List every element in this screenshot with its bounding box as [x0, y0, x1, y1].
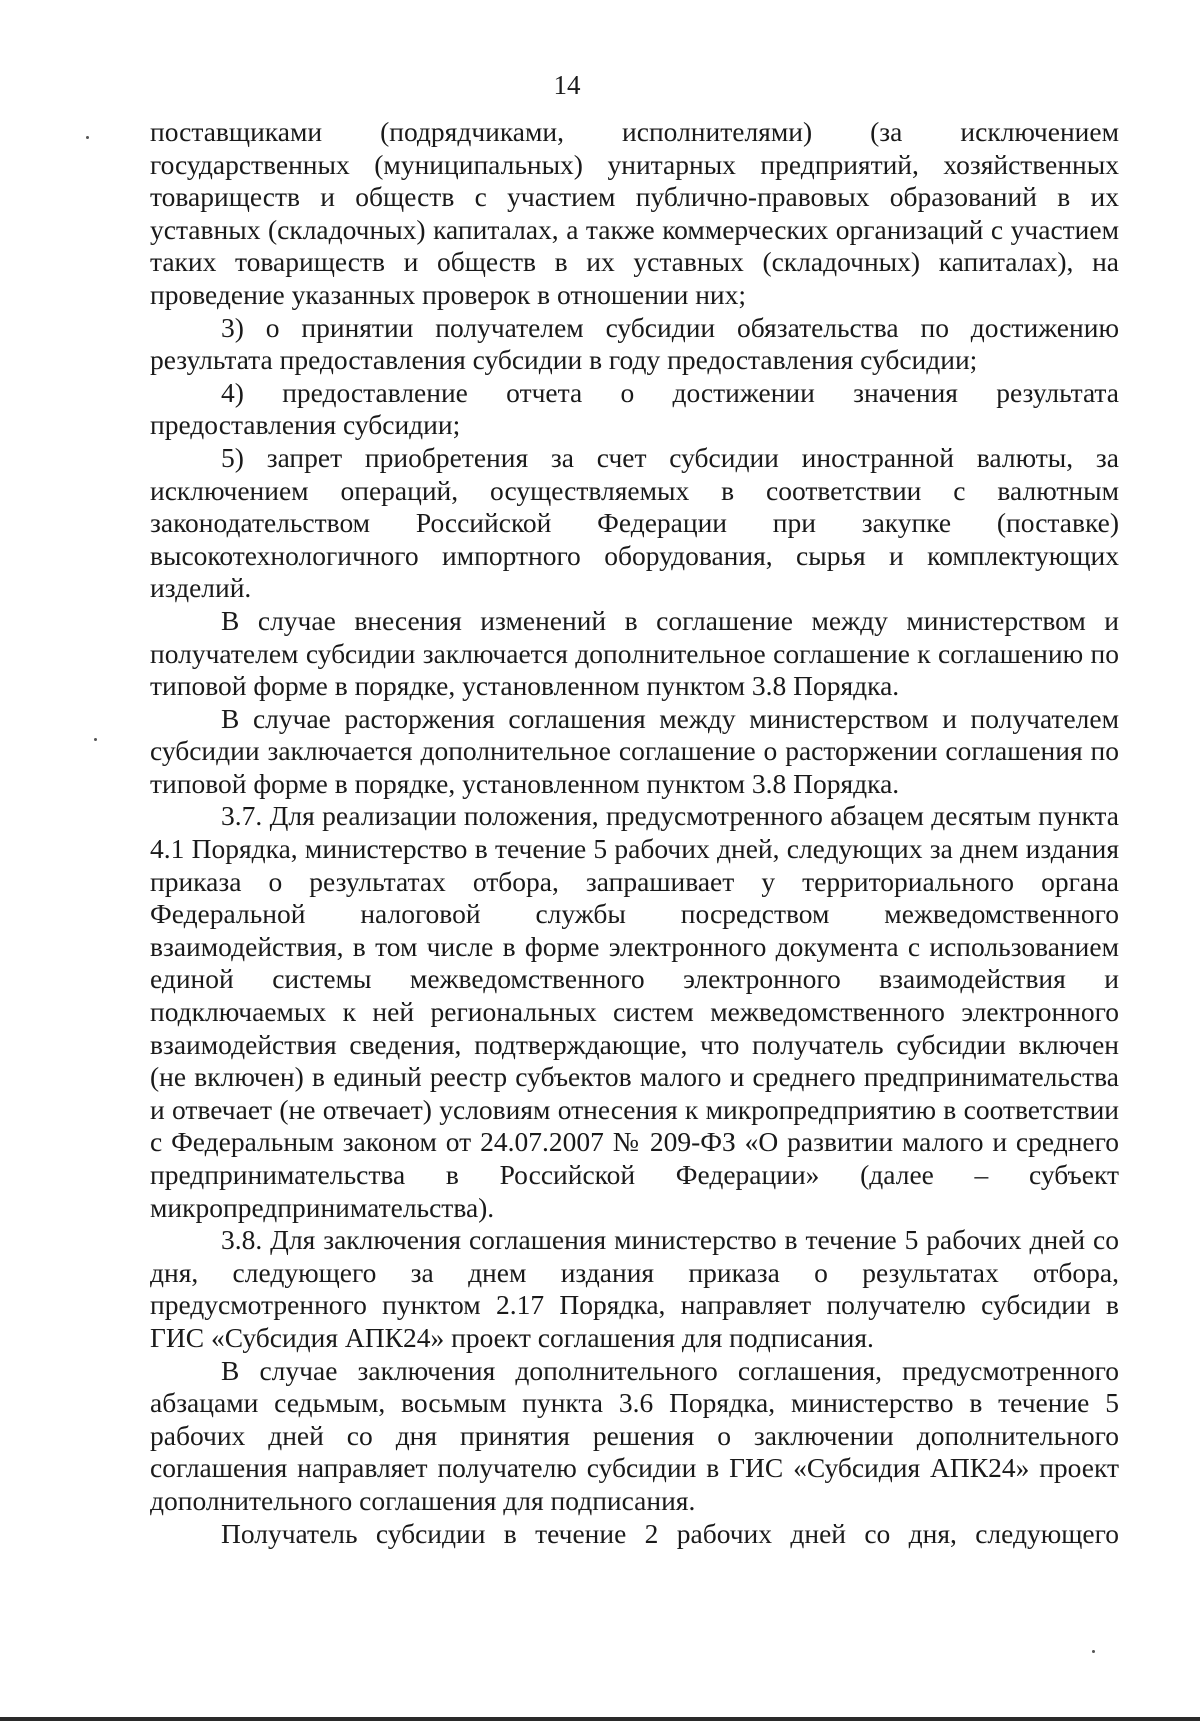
paragraph-item-3: 3) о принятии получателем субсидии обязательства по достижению результата предоставления субсидии в году предоставления субсидии;	[150, 311, 1119, 376]
paragraph-section-3-8: 3.8. Для заключения соглашения министерство в течение 5 рабочих дней со дня, следующего за днем издания приказа о результатах отбора, предусмотренного пунктом 2.17 Порядка, направляет получателю субсидии в ГИС «Субсидия АПК24» проект соглашения для подписания.	[150, 1224, 1119, 1353]
paragraph-additional-agreement: В случае заключения дополнительного соглашения, предусмотренного абзацами седьмым, восьмым пункта 3.6 Порядка, министерство в течение 5 рабочих дней со дня принятия решения о заключении дополнительного соглашения направляет получателю субсидии в ГИС «Субсидия АПК24» проект дополнительного соглашения для подписания.	[150, 1354, 1119, 1516]
paragraph-item-4: 4) предоставление отчета о достижении значения результата предоставления субсидии;	[150, 376, 1119, 441]
scan-speck	[94, 738, 97, 741]
scan-speck	[1092, 1650, 1095, 1653]
scan-bottom-edge	[0, 1717, 1200, 1721]
page-number: 14	[553, 70, 581, 100]
paragraph-amendment: В случае внесения изменений в соглашение между министерством и получателем субсидии заключается дополнительное соглашение к соглашению по типовой форме в порядке, установленном пунктом 3.8 Порядка.	[150, 604, 1119, 702]
paragraph-section-3-7: 3.7. Для реализации положения, предусмотренного абзацем десятым пункта 4.1 Порядка, министерство в течение 5 рабочих дней, следующих за днем издания приказа о результатах отбора, запрашивает у территориального органа Федеральной налоговой службы посредством межведомственного взаимодействия, в том числе в форме электронного документа с использованием единой системы межведомственного электронного взаимодействия и подключаемых к ней региональных систем межведомственного электронного взаимодействия сведения, подтверждающие, что получатель субсидии включен (не включен) в единый реестр субъектов малого и среднего предпринимательства и отвечает (не отвечает) условиям отнесения к микропредприятию в соответствии с Федеральным законом от 24.07.2007 № 209-ФЗ «О развитии малого и среднего предпринимательства в Российской Федерации» (далее – субъект микропредпринимательства).	[150, 800, 1119, 1223]
scan-speck	[86, 136, 89, 139]
paragraph-contractors: поставщиками (подрядчиками, исполнителями) (за исключением государственных (муниципальных) унитарных предприятий, хозяйственных товариществ и обществ с участием публично-правовых образований в их уставных (складочных) капиталах, а также коммерческих организаций с участием таких товариществ и обществ в их уставных (складочных) капиталах), на проведение указанных проверок в отношении них;	[150, 116, 1119, 310]
document-body	[150, 116, 1119, 1550]
paragraph-termination: В случае расторжения соглашения между министерством и получателем субсидии заключается дополнительное соглашение о расторжении соглашения по типовой форме в порядке, установленном пунктом 3.8 Порядка.	[150, 702, 1119, 799]
paragraph-item-5: 5) запрет приобретения за счет субсидии иностранной валюты, за исключением операций, осуществляемых в соответствии с валютным законодательством Российской Федерации при закупке (поставке) высокотехнологичного импортного оборудования, сырья и комплектующих изделий.	[150, 441, 1119, 604]
paragraph-recipient: Получатель субсидии в течение 2 рабочих дней со дня, следующего	[221, 1517, 1119, 1549]
